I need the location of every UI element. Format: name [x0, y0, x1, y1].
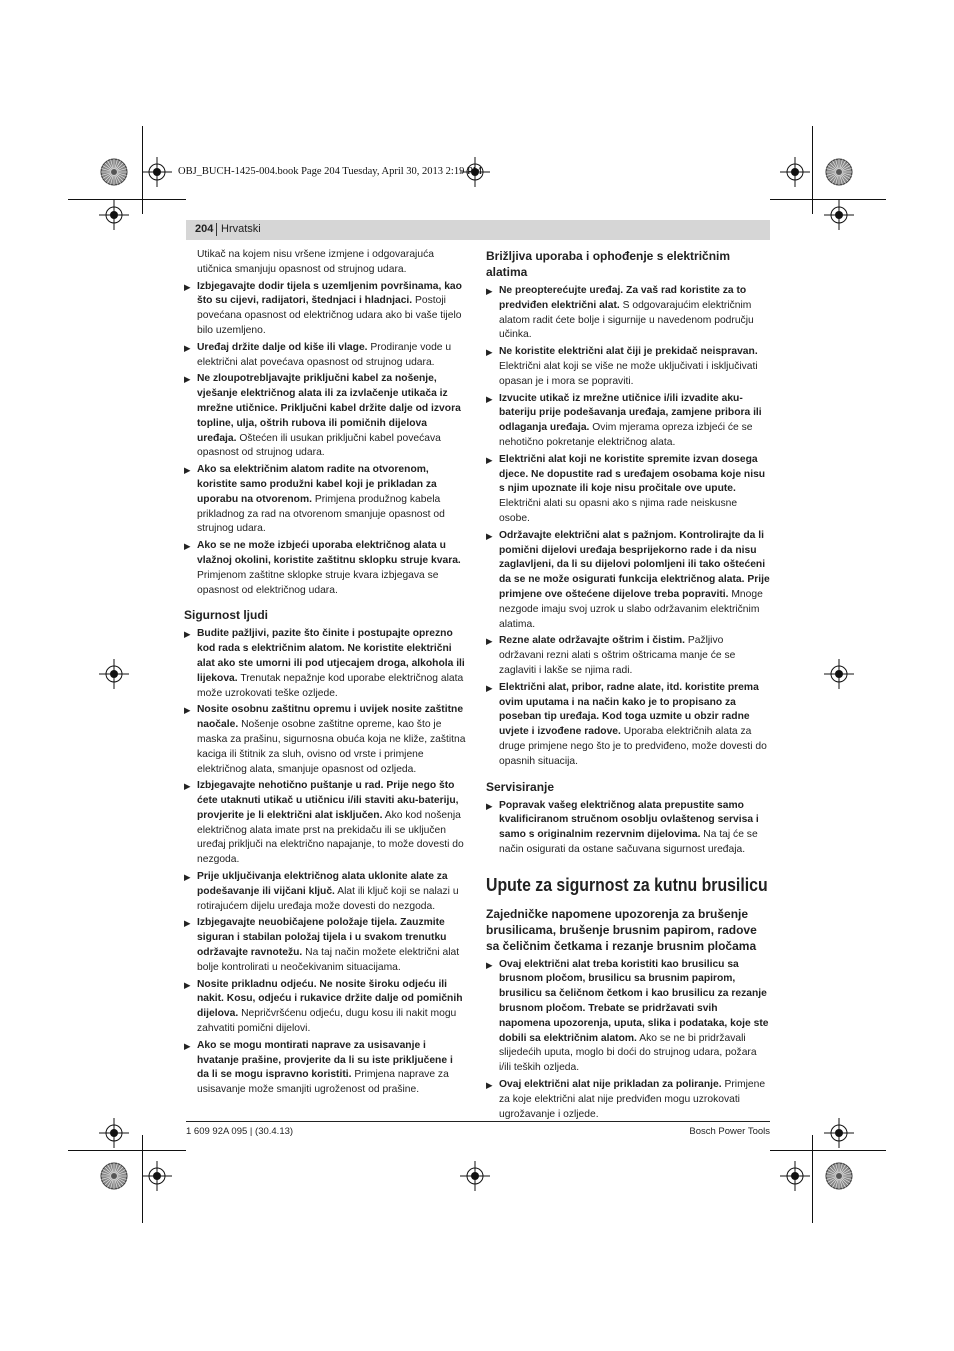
- item-text: Na taj će se način osigurati da ostane sačuvana sigurnost uređaja.: [499, 829, 758, 855]
- heading-tool-use: Brižljiva uporaba i ophođenje s električnim alatima: [486, 249, 731, 279]
- list-item: [184, 341, 466, 371]
- triangle-right-icon: ▶: [486, 347, 493, 358]
- item-text: Ako kod nošenja električnog alata imate prst na prekidaču ili se uključen uređaj priključi na električno napajanje, to može dovesti do nezgoda.: [197, 809, 464, 866]
- triangle-right-icon: ▶: [184, 342, 191, 353]
- item-bold-text: Popravak vašeg električnog alata prepustite samo kvalificiranom stručnom osoblju ovlaštenog servisa i samo s originalnim rezervnim dijelovima.: [499, 799, 759, 841]
- registration-crosshair-icon: [99, 659, 129, 689]
- item-text: Ovim mjerama opreza izbjeći će se nehotično pokretanje električnog alata.: [499, 422, 753, 448]
- list-item: [184, 978, 466, 1037]
- tool-use-list: [486, 284, 770, 770]
- item-text: Nepričvršćenu odjeću, dugu kosu ili nakit mogu zahvatiti pomični dijelovi.: [197, 1008, 457, 1035]
- crop-line: [812, 126, 813, 214]
- heading-common-warnings: Zajedničke napomene upozorenja za brušenje brusilicama, brušenje brusnim papirom, radove sa čeličnim četkama i rezanje brusnim pločama: [486, 906, 757, 953]
- triangle-right-icon: ▶: [184, 541, 191, 552]
- item-text: Ako se ne bi pridržavali slijedećih uputa, moglo bi doći do strujnog udara, požara i/ili teških ozljeda.: [499, 1032, 757, 1074]
- item-text: Pažljivo održavani rezni alati s oštrim oštricama manje će se zaglaviti i lakše se njima radi.: [499, 635, 736, 676]
- triangle-right-icon: ▶: [184, 374, 191, 385]
- list-item: [184, 539, 466, 598]
- footer-brand: Bosch Power Tools: [689, 1126, 770, 1137]
- print-info-line: OBJ_BUCH-1425-004.book Page 204 Tuesday, April 30, 2013 2:19 PM: [178, 166, 483, 177]
- item-bold-text: Ne preopterećujte uređaj. Za vaš rad koristite za to predviđen električni alat.: [499, 285, 747, 311]
- crop-line: [770, 1150, 886, 1151]
- registration-crosshair-icon: [780, 157, 810, 187]
- list-item: [184, 870, 466, 914]
- registration-crosshair-icon: [99, 1118, 129, 1148]
- triangle-right-icon: ▶: [184, 465, 191, 476]
- color-calibration-wheel-icon: [824, 1161, 854, 1191]
- header-divider: [216, 223, 217, 236]
- item-text: Primjena naprave za usisavanje može smanjiti ugroženost od prašine.: [197, 1069, 449, 1096]
- item-text: Uporaba električnih alata za druge primjene nego što je to predviđeno, može dovesti do opasnih situacija.: [499, 726, 767, 767]
- crop-line: [812, 1135, 813, 1223]
- list-item: [486, 392, 770, 451]
- crop-line: [770, 199, 886, 200]
- triangle-right-icon: ▶: [486, 959, 493, 970]
- item-bold-text: Ne zloupotrebljavajte priključni kabel za nošenje, vješanje električnog alata ili za izvlačenje utikača iz mrežne utičnice. Priključni kabel držite dalje od izvora topline, ulja, oštrih rubova ili pomičnih dijelova uređaja.: [197, 373, 461, 444]
- triangle-right-icon: ▶: [184, 872, 191, 883]
- page-header: [186, 220, 770, 240]
- registration-crosshair-icon: [824, 200, 854, 230]
- item-bold-text: Ako sa električnim alatom radite na otvorenom, koristite samo produžni kabel koji je prikladan za uporabu na otvorenom.: [197, 464, 437, 505]
- triangle-right-icon: ▶: [486, 286, 493, 296]
- item-bold-text: Ako se mogu montirati naprave za usisavanje i hvatanje prašine, provjerite da li su iste priključene i da li se mogu ispravno koristiti.: [197, 1039, 453, 1081]
- common-warnings-list: [486, 958, 770, 1123]
- item-bold-text: Izbjegavajte dodir tijela s uzemljenim površinama, kao što su cijevi, radijatori, štednjaci i hladnjaci.: [197, 280, 462, 307]
- page-number: 204: [195, 223, 214, 235]
- item-text: Električni alati su opasni ako s njima rade neiskusne osobe.: [499, 498, 738, 524]
- crop-line: [68, 199, 186, 200]
- item-bold-text: Nosite prikladnu odjeću. Ne nosite široku odjeću ili nakit. Kosu, odjeću i rukavice držite dalje od pomičnih dijelova.: [197, 978, 463, 1020]
- registration-crosshair-icon: [142, 157, 172, 187]
- heading-personal-safety: Sigurnost ljudi: [184, 608, 268, 623]
- item-text: Mnoge nezgode imaju svoj uzrok u slabo održavanim električnim alatima.: [499, 588, 763, 630]
- color-calibration-wheel-icon: [824, 157, 854, 187]
- item-text: Prodiranje vode u električni alat povećava opasnost od strujnog udara.: [197, 341, 452, 368]
- header-language: Hrvatski: [221, 223, 261, 235]
- registration-crosshair-icon: [824, 659, 854, 689]
- item-text: Primjene za koje električni alat nije predviđen mogu uzrokovati ugrožavanje i ozljede.: [499, 1079, 766, 1120]
- item-text: Trenutak nepažnje kod uporabe električnog alata može uzrokovati teške ozljede.: [197, 672, 464, 699]
- item-bold-text: Uređaj držite dalje od kiše ili vlage.: [197, 341, 368, 353]
- heading-service: Servisiranje: [486, 779, 555, 794]
- item-bold-text: Ovaj električni alat nije prikladan za poliranje.: [499, 1079, 722, 1091]
- list-item: [486, 345, 770, 389]
- item-text: S odgovarajućim električnim alatom radit ćete bolje i sigurnije u navedenom području učinka.: [499, 299, 754, 341]
- triangle-right-icon: ▶: [184, 705, 191, 716]
- triangle-right-icon: ▶: [184, 918, 191, 929]
- item-bold-text: Budite pažljivi, pazite što činite i postupajte oprezno kod rada s električnim alatom. Ne koristite električni alat ako ste umorni ili pod utjecajem droga, alkohola ili lijekova.: [197, 628, 465, 684]
- intro-paragraph: Utikač na kojem nisu vršene izmjene i odgovarajuća utičnica smanjuju opasnost od strujnog udara.: [197, 249, 434, 275]
- triangle-right-icon: ▶: [486, 530, 493, 541]
- item-bold-text: Električni alat, pribor, radne alate, itd. koristite prema ovim uputama i na način kako je to propisano za poseban tip uređaja. Kod toga uzmite u obzir radne uvjete i izvođene radove.: [499, 681, 759, 738]
- list-item: [486, 1078, 770, 1122]
- item-bold-text: Izbjegavajte nehotično puštanje u rad. Prije nego što ćete utaknuti utikač u utičnicu i/ili staviti aku-bateriju, provjerite je li električni alat isključen.: [197, 780, 459, 821]
- registration-crosshair-icon: [824, 1118, 854, 1148]
- triangle-right-icon: ▶: [184, 979, 191, 990]
- item-bold-text: Rezne alate održavajte oštrim i čistim.: [499, 635, 685, 647]
- triangle-right-icon: ▶: [486, 800, 493, 811]
- list-item: [486, 958, 770, 1076]
- item-bold-text: Ovaj električni alat treba koristiti kao brusilicu sa brusnom pločom, brusilicu sa brusnim papirom, brusilicu sa čeličnom četkom i kao brusilicu za rezanje brusnom pločom. Trebate se pridržavati svih napomena upozorenja, uputa, slika i podataka, koje ste dobili sa električnim alatom.: [499, 958, 769, 1044]
- personal-safety-list: [184, 627, 466, 1098]
- registration-crosshair-icon: [780, 1161, 810, 1191]
- item-bold-text: Izbjegavajte neuobičajene položaje tijela. Zauzmite siguran i stabilan položaj tijela i u svakom trenutku održavajte ravnotežu.: [197, 917, 447, 959]
- item-bold-text: Ne koristite električni alat čiji je prekidač neispravan.: [499, 346, 758, 358]
- list-item: [486, 453, 770, 527]
- item-text: Primjenom zaštitne sklopke struje kvara izbjegava se opasnost od električnog udara.: [197, 569, 439, 596]
- triangle-right-icon: ▶: [184, 1040, 191, 1051]
- list-item: [184, 779, 466, 868]
- list-item: [184, 280, 466, 339]
- list-item: [184, 627, 466, 701]
- item-text: Primjena produžnog kabela prikladnog za rad na otvorenom smanjuje opasnost od strujnog udara.: [197, 493, 445, 535]
- color-calibration-wheel-icon: [99, 157, 129, 187]
- triangle-right-icon: ▶: [184, 629, 191, 640]
- item-text: Postoji povećana opasnost od električnog udara ako bi vaše tijelo bilo uzemljeno.: [197, 295, 462, 336]
- item-text: Na taj način možete električni alat bolje kontrolirati u neočekivanim situacijama.: [197, 947, 460, 973]
- list-item: [184, 463, 466, 537]
- service-list: [486, 799, 770, 858]
- triangle-right-icon: ▶: [486, 682, 493, 693]
- item-bold-text: Ako se ne može izbjeći uporaba električnog alata u vlažnoj okolini, koristite zaštitnu sklopku struje kvara.: [197, 540, 461, 566]
- list-item: [486, 799, 770, 858]
- list-item: [184, 916, 466, 975]
- triangle-right-icon: ▶: [486, 393, 493, 404]
- triangle-right-icon: ▶: [486, 454, 493, 465]
- registration-crosshair-icon: [460, 1161, 490, 1191]
- item-bold-text: Električni alat koji ne koristite spremite izvan dosega djece. Ne dopustite rad s uređajem osobama koje nisu s njim upoznate ili koje nisu pročitale ove upute.: [499, 453, 766, 495]
- triangle-right-icon: ▶: [184, 781, 191, 792]
- color-calibration-wheel-icon: [99, 1161, 129, 1191]
- registration-crosshair-icon: [142, 1161, 172, 1191]
- crop-line: [142, 1135, 143, 1223]
- footer-rule: [186, 1121, 770, 1122]
- list-item: [184, 372, 466, 461]
- list-item: [184, 1039, 466, 1098]
- list-item: [486, 529, 770, 633]
- item-bold-text: Nosite osobnu zaštitnu opremu i uvijek nosite zaštitne naočale.: [197, 704, 464, 731]
- triangle-right-icon: ▶: [486, 1080, 493, 1091]
- item-bold-text: Prije uključivanja električnog alata uklonite alate za podešavanje ili vijčani ključ.: [197, 871, 448, 897]
- item-text: Električni alat koji se više ne može uključivati i isključivati opasan je i mora se popraviti.: [499, 360, 758, 387]
- list-item: [184, 703, 466, 777]
- item-text: Nošenje osobne zaštitne opreme, kao što je maska za prašinu, sigurnosna obuća koja ne kliže, zaštitna kaciga ili štitnik za sluh, ovisno od vrste i primjene električnog alata, smanjuje opasnost od ozljeda.: [197, 719, 466, 775]
- left-column: [184, 248, 466, 1098]
- item-text: Alat ili ključ koji se nalazi u rotirajućem dijelu uređaja može dovesti do nezgoda.: [197, 885, 459, 912]
- crop-line: [142, 126, 143, 214]
- list-item: [486, 284, 770, 343]
- item-text: Oštećen ili usukan priključni kabel povećava opasnost od strujnog udara.: [197, 432, 441, 459]
- list-item: [486, 634, 770, 678]
- registration-crosshair-icon: [99, 200, 129, 230]
- list-item: [486, 681, 770, 770]
- footer-doc-number: 1 609 92A 095 | (30.4.13): [186, 1126, 294, 1137]
- item-bold-text: Izvucite utikač iz mrežne utičnice i/ili izvadite aku-bateriju prije podešavanja uređaja, zamjene pribora ili odlaganja uređaja.: [499, 392, 762, 434]
- heading-grinder-safety: Upute za sigurnost za kutnu brusilicu: [486, 874, 768, 895]
- crop-line: [68, 1150, 186, 1151]
- triangle-right-icon: ▶: [486, 636, 493, 647]
- electrical-safety-list: [184, 280, 466, 599]
- triangle-right-icon: ▶: [184, 281, 191, 292]
- right-column: [486, 248, 770, 1122]
- item-bold-text: Održavajte električni alat s pažnjom. Kontrolirajte da li pomični dijelovi uređaja besprijekorno rade i da nisu zaglavljeni, da li su dijelovi polomljeni ili tako oštećeni da se ne može osigurati funkcija električnog alata. Prije primjene ove oštećene dijelove treba popraviti.: [499, 529, 770, 600]
